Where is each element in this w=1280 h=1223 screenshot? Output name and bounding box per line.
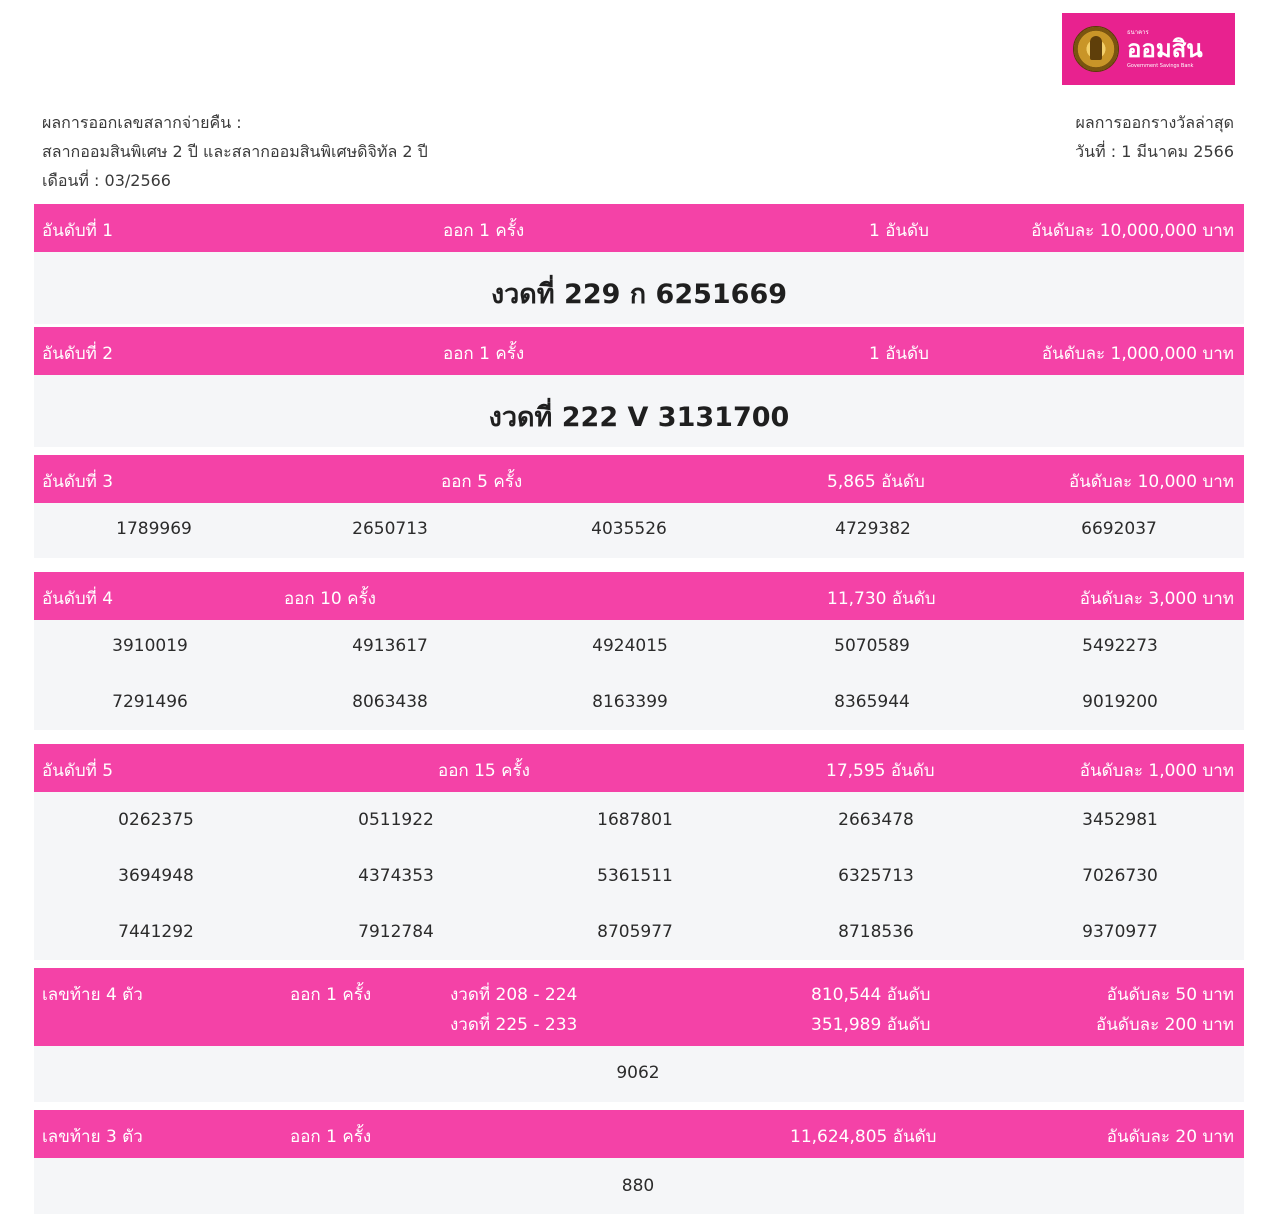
prize-number: 6325713 bbox=[838, 866, 914, 886]
last-4-digits-header: เลขท้าย 4 ตัว ออก 1 ครั้ง งวดที่ 208 - 224 งวดที่ 225 - 233 810,544 อันดับ 351,989 อันดับ อันดับละ 50 บาท อันดับละ 200 บาท bbox=[34, 968, 1244, 1046]
prize-number: 8365944 bbox=[834, 692, 910, 712]
prize-4-numbers bbox=[34, 620, 1244, 730]
prize-number: 7441292 bbox=[118, 922, 194, 942]
prize-1-header: อันดับที่ 1 ออก 1 ครั้ง 1 อันดับ อันดับละ 10,000,000 บาท bbox=[34, 204, 1244, 252]
last-3-digits-result bbox=[34, 1158, 1244, 1214]
latest-result-date: ผลการออกรางวัลล่าสุด วันที่ : 1 มีนาคม 2566 bbox=[1075, 113, 1234, 161]
prize-number: 0262375 bbox=[118, 810, 194, 830]
prize-number: 4913617 bbox=[352, 636, 428, 656]
prize-number: 2663478 bbox=[838, 810, 914, 830]
emblem-icon bbox=[1073, 26, 1119, 72]
prize-number: 8718536 bbox=[838, 922, 914, 942]
prize-number: 3694948 bbox=[118, 866, 194, 886]
brand-text: ธนาคาร ออมสิน Government Savings Bank bbox=[1127, 28, 1203, 69]
prize-number: 0511922 bbox=[358, 810, 434, 830]
prize-number: 4374353 bbox=[358, 866, 434, 886]
prize-number: 8063438 bbox=[352, 692, 428, 712]
prize-number: 3452981 bbox=[1082, 810, 1158, 830]
prize-number: 1687801 bbox=[597, 810, 673, 830]
prize-2-result bbox=[34, 375, 1244, 447]
prize-number: 5361511 bbox=[597, 866, 673, 886]
prize-number: 1789969 bbox=[116, 519, 192, 539]
prize-1-result bbox=[34, 252, 1244, 324]
prize-number: 9062 bbox=[616, 1063, 660, 1083]
result-heading: ผลการออกเลขสลากจ่ายคืน : สลากออมสินพิเศษ 2 ปี และสลากออมสินพิเศษดิจิทัล 2 ปี เดือนที่ : 03/2566 bbox=[42, 113, 428, 190]
prize-number: 2650713 bbox=[352, 519, 428, 539]
prize-number: 7026730 bbox=[1082, 866, 1158, 886]
prize-2-header: อันดับที่ 2 ออก 1 ครั้ง 1 อันดับ อันดับละ 1,000,000 บาท bbox=[34, 327, 1244, 375]
prize-5-header: อันดับที่ 5 ออก 15 ครั้ง 17,595 อันดับ อันดับละ 1,000 บาท bbox=[34, 744, 1244, 792]
prize-4-header: อันดับที่ 4 ออก 10 ครั้ง 11,730 อันดับ อันดับละ 3,000 บาท bbox=[34, 572, 1244, 620]
prize-number: 7291496 bbox=[112, 692, 188, 712]
prize-number: 4729382 bbox=[835, 519, 911, 539]
prize-number: 6692037 bbox=[1081, 519, 1157, 539]
prize-3-numbers bbox=[34, 503, 1244, 558]
prize-number: 3910019 bbox=[112, 636, 188, 656]
prize-number: 9019200 bbox=[1082, 692, 1158, 712]
prize-number: 9370977 bbox=[1082, 922, 1158, 942]
prize-number: 8163399 bbox=[592, 692, 668, 712]
last-3-digits-header: เลขท้าย 3 ตัว ออก 1 ครั้ง 11,624,805 อันดับ อันดับละ 20 บาท bbox=[34, 1110, 1244, 1158]
prize-number: 880 bbox=[621, 1176, 655, 1196]
prize-number: 4924015 bbox=[592, 636, 668, 656]
last-4-digits-result bbox=[34, 1046, 1244, 1102]
prize-number: 5070589 bbox=[834, 636, 910, 656]
prize-number: 7912784 bbox=[358, 922, 434, 942]
prize-number: 4035526 bbox=[591, 519, 667, 539]
prize-5-numbers bbox=[34, 792, 1244, 960]
prize-1-number: งวดที่ 229 ก 6251669 bbox=[490, 279, 788, 310]
gsb-logo bbox=[1062, 13, 1235, 85]
prize-3-header: อันดับที่ 3 ออก 5 ครั้ง 5,865 อันดับ อันดับละ 10,000 บาท bbox=[34, 455, 1244, 503]
prize-2-number: งวดที่ 222 V 3131700 bbox=[488, 402, 790, 433]
prize-number: 5492273 bbox=[1082, 636, 1158, 656]
prize-number: 8705977 bbox=[597, 922, 673, 942]
